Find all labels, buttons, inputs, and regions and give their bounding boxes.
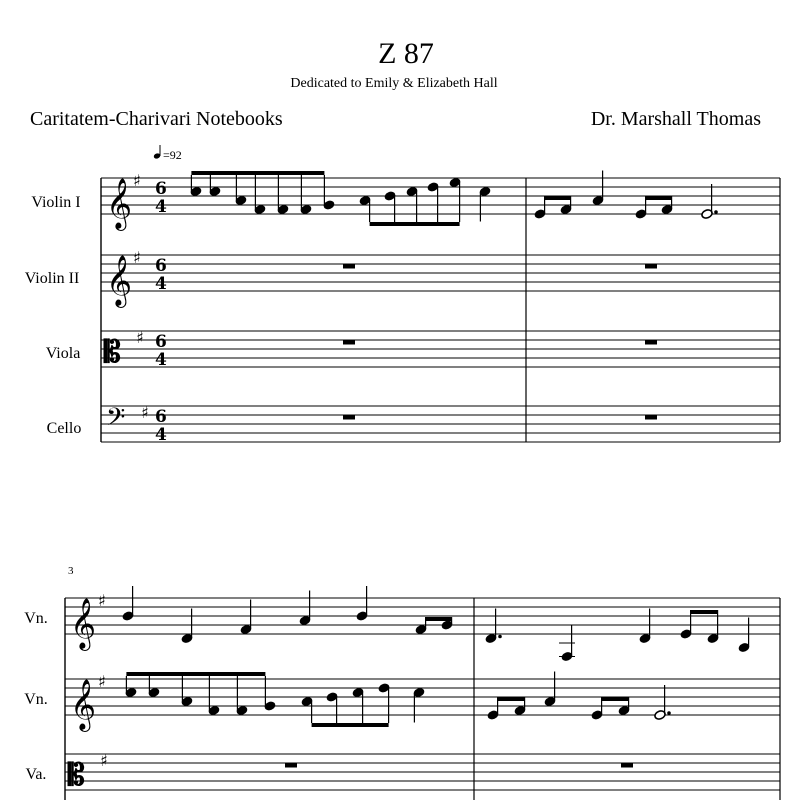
music-notation xyxy=(65,171,780,800)
whole-rest xyxy=(645,264,657,269)
key-signature-sharp: ♯ xyxy=(133,248,141,267)
instrument-label-viola-short: Va. xyxy=(25,766,47,783)
time-signature-denominator: 4 xyxy=(155,425,167,445)
instrument-label-cello: Cello xyxy=(46,420,82,437)
beam xyxy=(646,196,672,200)
time-signature-numerator: 6 xyxy=(155,407,167,427)
whole-rest xyxy=(285,763,297,768)
treble-clef-icon: 𝄞 xyxy=(70,679,97,730)
whole-rest xyxy=(645,415,657,420)
key-signature-sharp: ♯ xyxy=(98,591,106,610)
key-signature-sharp: ♯ xyxy=(98,672,106,691)
time-signature-numerator: 6 xyxy=(155,332,167,352)
augmentation-dot xyxy=(714,210,718,214)
piece-title: Z 87 xyxy=(378,37,434,70)
key-signature-sharp: ♯ xyxy=(136,328,144,347)
beam xyxy=(191,171,324,175)
instrument-label-violin-2: Violin II xyxy=(24,270,80,287)
beam xyxy=(126,672,265,676)
whole-rest xyxy=(621,763,633,768)
beam xyxy=(370,222,460,226)
beam xyxy=(545,196,571,200)
composer-name: Dr. Marshall Thomas xyxy=(590,108,761,130)
system2-staff-2 xyxy=(65,679,780,715)
time-signature-numerator: 6 xyxy=(155,179,167,199)
system1-staff-4 xyxy=(101,406,780,442)
tempo-value: =92 xyxy=(163,148,182,162)
whole-rest xyxy=(343,415,355,420)
instrument-label-violin-2-short: Vn. xyxy=(24,691,48,708)
treble-clef-icon: 𝄞 xyxy=(106,178,133,229)
treble-clef-icon: 𝄞 xyxy=(106,255,133,306)
tempo-marking xyxy=(153,145,182,162)
whole-rest xyxy=(645,340,657,345)
system2-staff-3 xyxy=(65,754,780,790)
time-signature-denominator: 4 xyxy=(155,350,167,370)
system1-staff-3 xyxy=(101,331,780,367)
time-signature-denominator: 4 xyxy=(155,274,167,294)
key-signature-sharp: ♯ xyxy=(100,751,108,770)
time-signature-denominator: 4 xyxy=(155,197,167,217)
instrument-label-viola: Viola xyxy=(45,345,81,362)
system1-staff-2 xyxy=(101,255,780,291)
whole-rest xyxy=(343,340,355,345)
key-signature-sharp: ♯ xyxy=(133,171,141,190)
beam xyxy=(312,723,389,727)
augmentation-dot xyxy=(498,635,502,639)
measure-number: 3 xyxy=(68,565,74,577)
alto-clef-icon: 𝄡 xyxy=(104,335,121,370)
instrument-label-violin-1-short: Vn. xyxy=(24,610,48,627)
beam xyxy=(602,697,629,701)
beam xyxy=(691,610,718,614)
augmentation-dot xyxy=(667,711,671,715)
bass-clef-icon: 𝄢 xyxy=(106,403,126,438)
dedication: Dedicated to Emily & Elizabeth Hall xyxy=(290,76,498,91)
beam xyxy=(426,617,452,621)
system1-staff-1 xyxy=(101,178,780,214)
collection-name: Caritatem-Charivari Notebooks xyxy=(30,108,283,130)
treble-clef-icon: 𝄞 xyxy=(70,598,97,649)
beam xyxy=(498,697,525,701)
key-signature-sharp: ♯ xyxy=(141,403,149,422)
whole-rest xyxy=(343,264,355,269)
alto-clef-icon: 𝄡 xyxy=(68,758,85,793)
instrument-label-violin-1: Violin I xyxy=(31,194,81,211)
time-signature-numerator: 6 xyxy=(155,256,167,276)
